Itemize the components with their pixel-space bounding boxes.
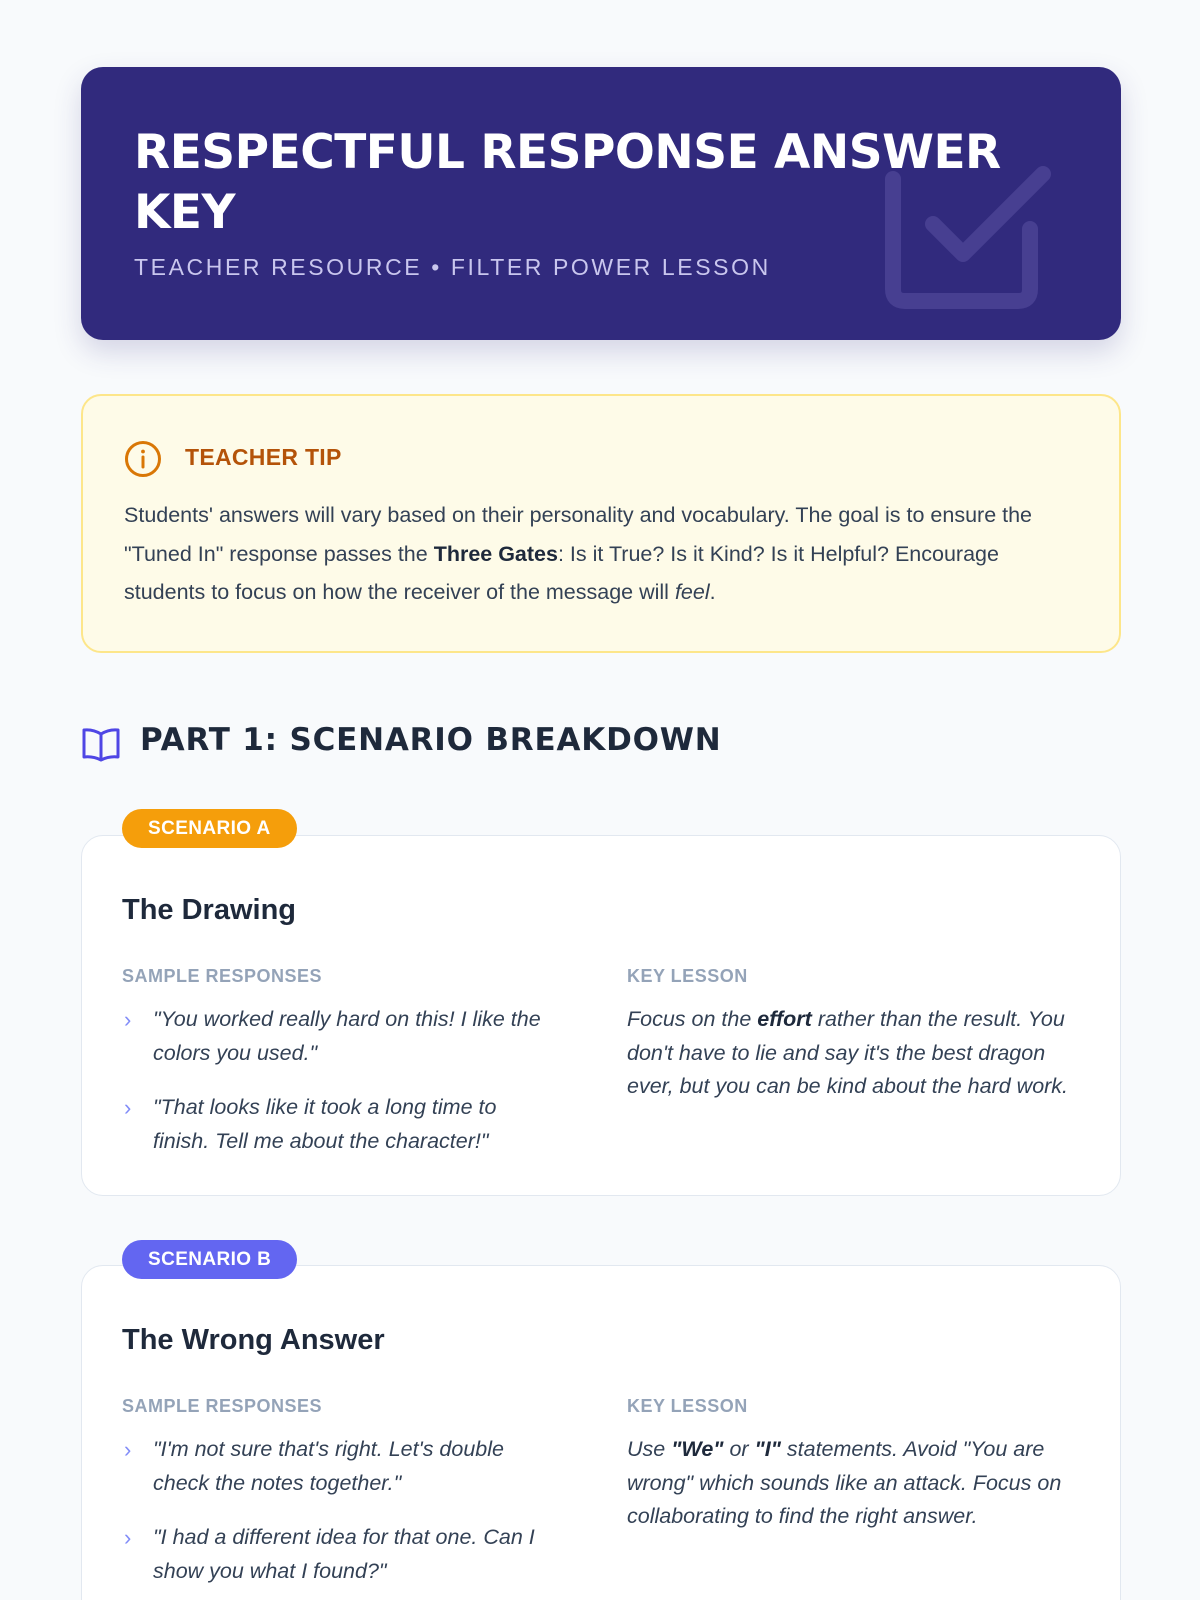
key-lesson-text: [627, 1433, 1077, 1534]
sample-responses-list: [122, 1003, 542, 1179]
teacher-tip-box: [81, 394, 1121, 653]
sample-responses-label: SAMPLE RESPONSES: [122, 966, 323, 986]
chevron-right-icon: ›: [124, 1437, 132, 1462]
info-circle-icon: [124, 440, 162, 478]
lesson-emphasis: "I": [754, 1437, 781, 1461]
tip-text: Students' answers will vary based on their personality and vocabulary. The goal is to ensure the "Tuned In" response passes the: [124, 503, 1033, 566]
page-title: RESPECTFUL RESPONSE ANSWER KEY: [134, 125, 1001, 240]
lesson-text: or: [723, 1437, 755, 1461]
response-text: "I'm not sure that's right. Let's double check the notes together.": [153, 1437, 504, 1495]
scenario-title: The Wrong Answer: [122, 1324, 385, 1356]
scenario-badge-b: SCENARIO B: [122, 1240, 297, 1279]
header-banner: [81, 67, 1121, 340]
response-text: "I had a different idea for that one. Can I show you what I found?": [153, 1525, 535, 1583]
chevron-right-icon: ›: [124, 1007, 132, 1032]
response-text: "That looks like it took a long time to finish. Tell me about the character!": [153, 1095, 497, 1153]
lesson-emphasis: "We": [671, 1437, 724, 1461]
list-item: [122, 1433, 542, 1500]
teacher-tip-body: [124, 496, 1084, 612]
page-subtitle: TEACHER RESOURCE • FILTER POWER LESSON: [134, 254, 771, 280]
open-book-icon: [81, 727, 121, 763]
chevron-right-icon: ›: [124, 1095, 132, 1120]
section-title: PART 1: SCENARIO BREAKDOWN: [140, 722, 722, 758]
response-text: "You worked really hard on this! I like the colors you used.": [153, 1007, 541, 1065]
list-item: [122, 1003, 542, 1070]
list-item: [122, 1521, 542, 1588]
lesson-text: rather than the result. You don't have to lie and say it's the best dragon ever, but you can be kind about the hard work.: [627, 1007, 1069, 1098]
scenario-card-a: [81, 835, 1121, 1196]
sample-responses-label: SAMPLE RESPONSES: [122, 1396, 323, 1416]
key-lesson-text: [627, 1003, 1077, 1104]
scenario-title: The Drawing: [122, 894, 297, 926]
checkbox-check-icon: [863, 139, 1063, 339]
lesson-text: Use: [627, 1437, 672, 1461]
tip-emphasis-italic: feel: [674, 580, 710, 604]
list-item: [122, 1091, 542, 1158]
lesson-emphasis: effort: [757, 1007, 812, 1031]
teacher-tip-heading: TEACHER TIP: [185, 444, 342, 470]
scenario-badge-a: SCENARIO A: [122, 809, 297, 848]
tip-text: .: [709, 580, 716, 604]
key-lesson-label: KEY LESSON: [627, 1396, 748, 1416]
lesson-text: statements. Avoid "You are wrong" which sounds like an attack. Focus on collaborating to find the right answer.: [627, 1437, 1062, 1528]
key-lesson-label: KEY LESSON: [627, 966, 748, 986]
chevron-right-icon: ›: [124, 1525, 132, 1550]
scenario-card-b: [81, 1265, 1121, 1600]
sample-responses-list: [122, 1433, 542, 1600]
tip-text: : Is it True? Is it Kind? Is it Helpful? Encourage students to focus on how the receiver of the message will: [124, 541, 999, 604]
tip-emphasis: Three Gates: [433, 541, 558, 566]
lesson-text: Focus on the: [627, 1007, 758, 1031]
